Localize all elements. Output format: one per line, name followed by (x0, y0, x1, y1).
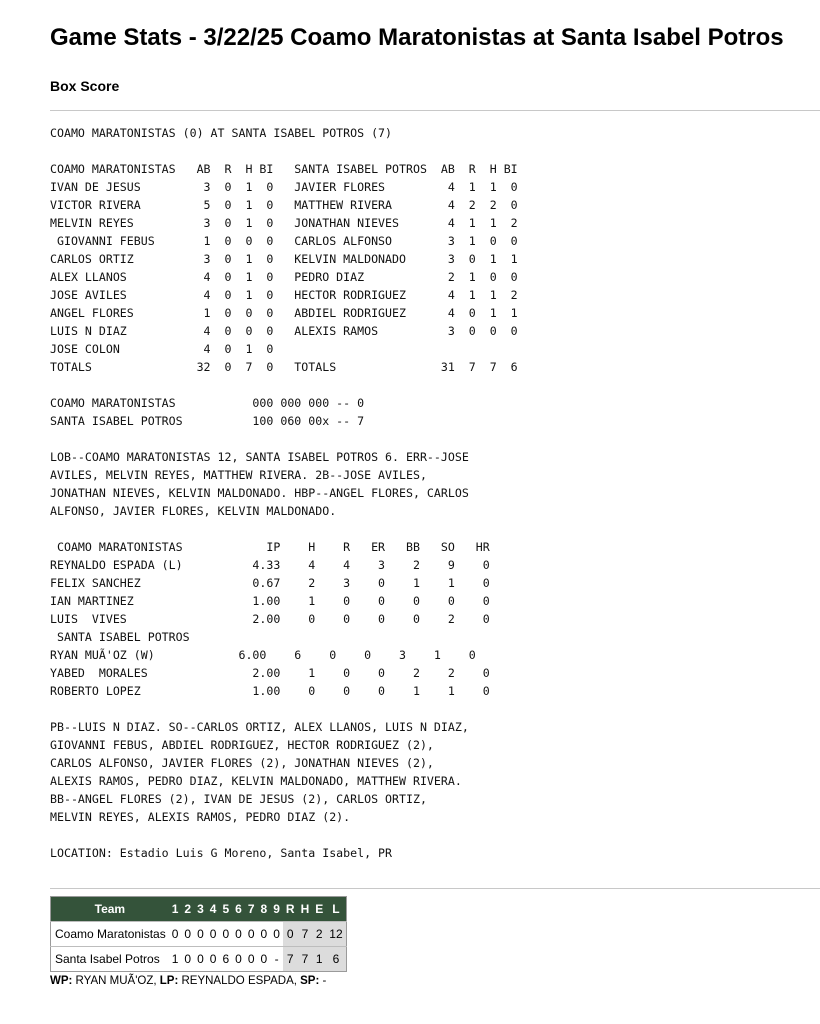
linescore-inning-cell: 1 (169, 947, 182, 972)
linescore-inning-cell: 0 (207, 922, 220, 947)
linescore-inning-cell: - (270, 947, 283, 972)
box-score-text: COAMO MARATONISTAS (0) AT SANTA ISABEL POTROS (7) COAMO MARATONISTAS AB R H BI SANTA ISABEL POTROS AB R H BI IVAN DE JESUS 3 0 1 0 JAVIER FLORES 4 1 1 0 VICTOR RIVERA 5 0 1 0 MATTHEW RIVERA 4 2 2 0 MELVIN REYES 3 0 1 0 JONATHAN NIEVES 4 1 1 2 GIOVANNI FEBUS 1 0 0 0 CARLOS ALFONSO 3 1 0 0 CARLOS ORTIZ 3 0 1 0 KELVIN MALDONADO 3 0 1 1 ALEX LLANOS 4 0 1 0 PEDRO DIAZ 2 1 0 0 JOSE AVILES 4 0 1 0 HECTOR RODRIGUEZ 4 1 1 2 ANGEL FLORES 1 0 0 0 ABDIEL RODRIGUEZ 4 0 1 1 LUIS N DIAZ 4 0 0 0 ALEXIS RAMOS 3 0 0 0 JOSE COLON 4 0 1 0 TOTALS 32 0 7 0 TOTALS 31 7 7 6 COAMO MARATONISTAS 000 000 000 -- 0 SANTA ISABEL POTROS 100 060 00x -- 7 LOB--COAMO MARATONISTAS 12, SANTA ISABEL POTROS 6. ERR--JOSE AVILES, MELVIN REYES, MATTHEW RIVERA. 2B--JOSE AVILES, JONATHAN NIEVES, KELVIN MALDONADO. HBP--ANGEL FLORES, CARLOS ALFONSO, JAVIER FLORES, KELVIN MALDONADO. COAMO MARATONISTAS IP H R ER BB SO HR REYNALDO ESPADA (L) 4.33 4 4 3 2 9 0 FELIX SANCHEZ 0.67 2 3 0 1 1 0 IAN MARTINEZ 1.00 1 0 0 0 0 0 LUIS VIVES 2.00 0 0 0 0 2 0 SANTA ISABEL POTROS RYAN MUÃ'OZ (W) 6.00 6 0 0 3 1 0 YABED MORALES 2.00 1 0 0 2 2 0 ROBERTO LOPEZ 1.00 0 0 0 1 1 0 PB--LUIS N DIAZ. SO--CARLOS ORTIZ, ALEX LLANOS, LUIS N DIAZ, GIOVANNI FEBUS, ABDIEL RODRIGUEZ, HECTOR RODRIGUEZ (2), CARLOS ALFONSO, JAVIER FLORES (2), JONATHAN NIEVES (2), ALEXIS RAMOS, PEDRO DIAZ, KELVIN MALDONADO, MATTHEW RIVERA. BB--ANGEL FLORES (2), IVAN DE JESUS (2), CARLOS ORTIZ, MELVIN REYES, ALEXIS RAMOS, PEDRO DIAZ (2). LOCATION: Estadio Luis G Moreno, Santa Isabel, PR (50, 126, 518, 860)
linescore-hits-cell: 7 (298, 947, 313, 972)
linescore-inning-cell: 0 (245, 922, 258, 947)
sp-value: - (319, 975, 327, 987)
linescore-header-errors: E (312, 897, 326, 922)
linescore-inning-cell: 0 (181, 947, 194, 972)
linescore-runs-cell: 7 (283, 947, 298, 972)
linescore-inning-cell: 0 (270, 922, 283, 947)
divider-bottom (50, 888, 820, 889)
linescore-inning-cell: 0 (258, 947, 271, 972)
linescore-inning-cell: 0 (232, 947, 245, 972)
linescore-header-inning-9: 9 (270, 897, 283, 922)
linescore-header-hits: H (298, 897, 313, 922)
linescore-header-inning-1: 1 (169, 897, 182, 922)
linescore-header-row (51, 897, 347, 922)
linescore-row-home (51, 947, 347, 972)
linescore-header-lob: L (326, 897, 346, 922)
linescore-inning-cell: 0 (181, 922, 194, 947)
linescore-header-team: Team (51, 897, 169, 922)
linescore-errors-cell: 2 (312, 922, 326, 947)
linescore-hits-cell: 7 (298, 922, 313, 947)
linescore-lob-cell: 6 (326, 947, 346, 972)
linescore-header-inning-4: 4 (207, 897, 220, 922)
linescore-inning-cell: 0 (245, 947, 258, 972)
linescore-header-inning-8: 8 (258, 897, 271, 922)
linescore-inning-cell: 0 (258, 922, 271, 947)
lp-label: LP: (159, 975, 179, 987)
linescore-header-inning-2: 2 (181, 897, 194, 922)
linescore-header-runs: R (283, 897, 298, 922)
linescore-inning-cell: 0 (194, 922, 207, 947)
linescore-inning-cell: 0 (207, 947, 220, 972)
lp-value: REYNALDO ESPADA, (178, 975, 301, 987)
linescore-row-away (51, 922, 347, 947)
linescore-inning-cell: 0 (169, 922, 182, 947)
pitching-decisions (50, 975, 326, 987)
linescore-inning-cell: 0 (219, 922, 232, 947)
wp-label: WP: (50, 975, 73, 987)
linescore-header-inning-5: 5 (219, 897, 232, 922)
sp-label: SP: (300, 975, 320, 987)
section-heading-box-score: Box Score (50, 78, 120, 94)
linescore-lob-cell: 12 (326, 922, 346, 947)
linescore-header-inning-3: 3 (194, 897, 207, 922)
linescore-header-inning-6: 6 (232, 897, 245, 922)
page-title: Game Stats - 3/22/25 Coamo Maratonistas at Santa Isabel Potros (50, 24, 784, 51)
linescore-team-name: Santa Isabel Potros (51, 947, 169, 972)
linescore-inning-cell: 0 (194, 947, 207, 972)
linescore-table (50, 896, 347, 972)
wp-value: RYAN MUÃ'OZ, (72, 975, 160, 987)
linescore-inning-cell: 0 (232, 922, 245, 947)
linescore-errors-cell: 1 (312, 947, 326, 972)
divider-top (50, 110, 820, 111)
linescore-runs-cell: 0 (283, 922, 298, 947)
linescore-inning-cell: 6 (219, 947, 232, 972)
linescore-team-name: Coamo Maratonistas (51, 922, 169, 947)
linescore-header-inning-7: 7 (245, 897, 258, 922)
